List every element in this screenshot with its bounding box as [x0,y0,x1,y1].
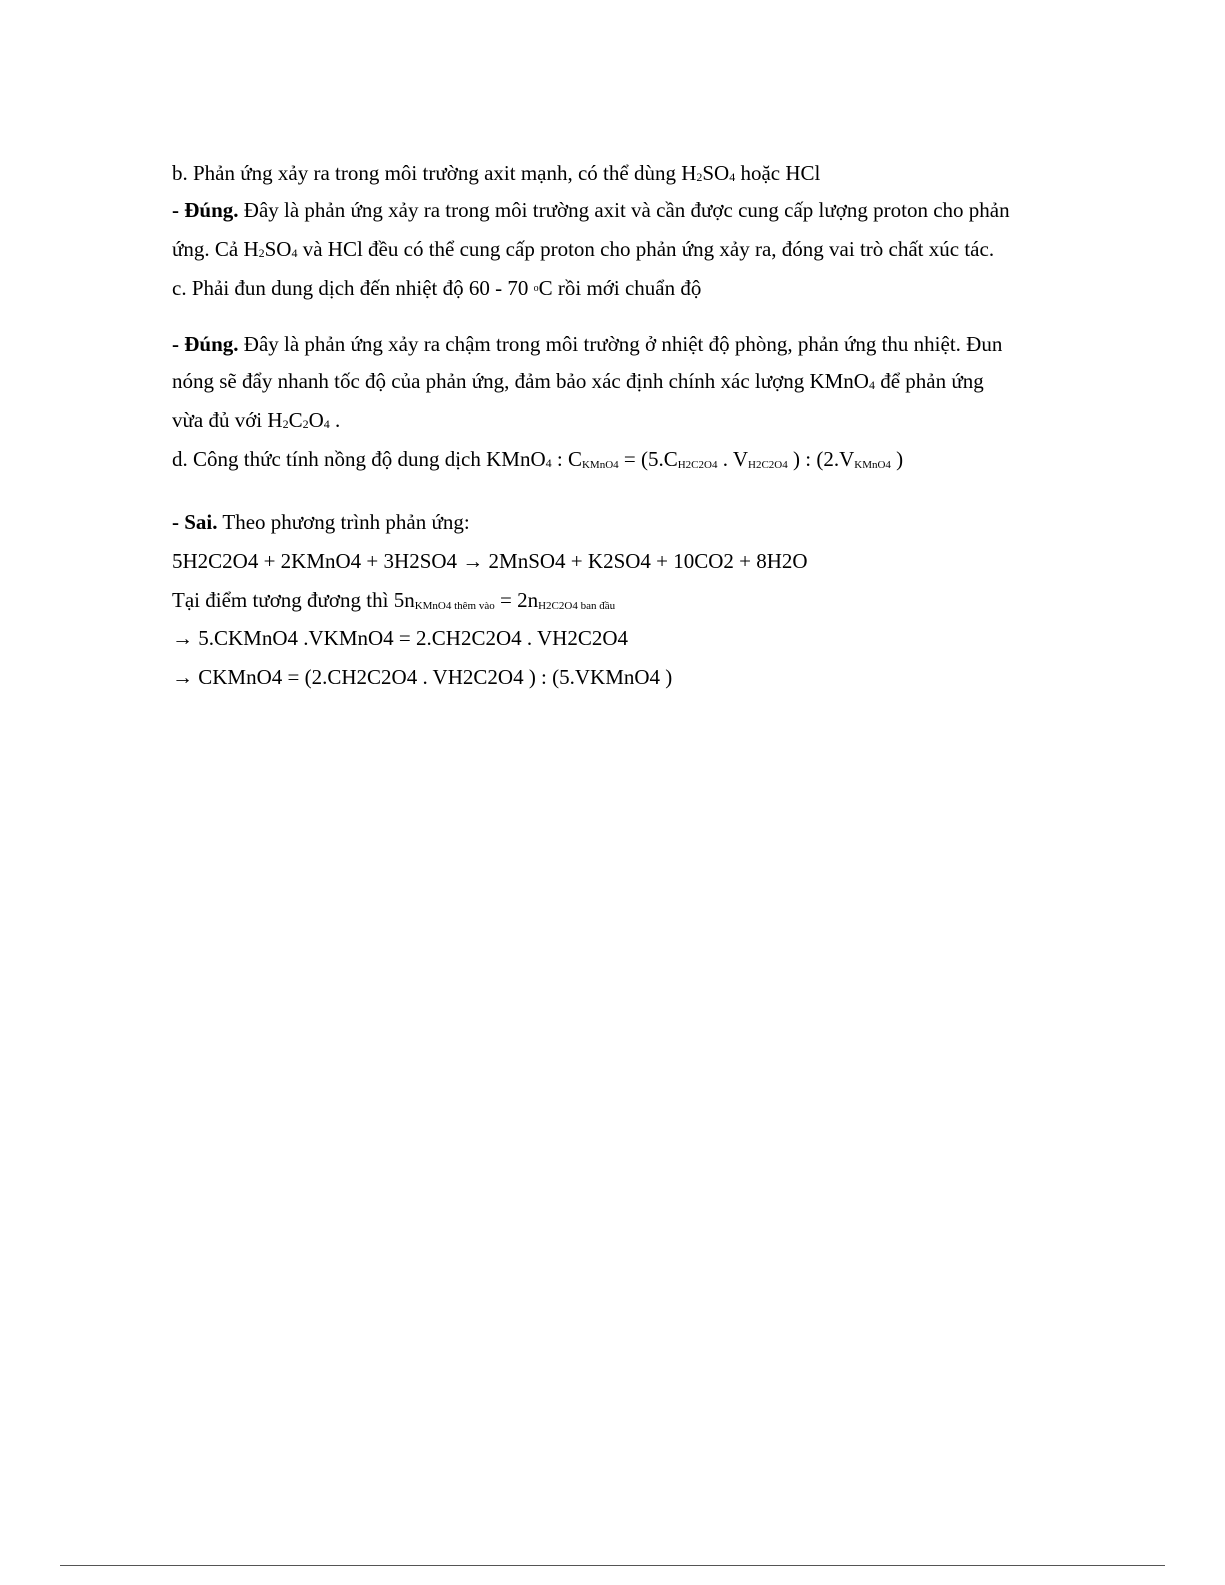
subscript: H2C2O4 [677,459,718,471]
answer-text: C [288,408,303,432]
subscript: 4 [868,378,875,392]
answer-c-line-3 [172,407,340,433]
page-bottom-rule [60,1565,1165,1566]
answer-text: Tại điểm tương đương thì 5n [172,588,415,612]
answer-text: ứng. Cả H [172,237,259,261]
subscript: H2C2O4 ban đầu [538,600,616,612]
reaction-equation: 5H2C2O4 + 2KMnO4 + 3H2SO4 → 2MnSO4 + K2SO4 + 10CO2 + 8H2O [172,549,808,573]
subscript: KMnO4 thêm vào [414,600,495,612]
answer-b-line-2 [172,236,994,262]
subscript: KMnO4 [581,459,619,471]
subscript: 2 [258,246,265,260]
answer-text: O [308,408,324,432]
answer-text: . [329,408,341,432]
question-d-text: ) [890,447,904,471]
answer-text: Đây là phản ứng xảy ra trong môi trường axit và cần được cung cấp lượng proton cho phản [238,198,1010,222]
question-b-text: SO [702,161,730,185]
degree-symbol: o [533,283,539,294]
question-d [172,446,903,472]
question-d-text: . V [717,447,749,471]
question-b-text: hoặc HCl [735,161,821,185]
question-d-text: = (5.C [618,447,678,471]
subscript: 2 [282,417,289,431]
subscript: 4 [729,170,736,184]
derivation-step-2: → CKMnO4 = (2.CH2C2O4 . VH2C2O4 ) : (5.VKMnO4 ) [172,665,673,689]
subscript: KMnO4 [854,459,891,471]
question-d-text: ) : (2.V [787,447,855,471]
answer-text: = 2n [494,588,539,612]
answer-text: nóng sẽ đẩy nhanh tốc độ của phản ứng, đảm bảo xác định chính xác lượng KMnO [172,369,869,393]
subscript: 4 [291,246,298,260]
answer-c-line-2 [172,368,984,394]
subscript: H2C2O4 [748,459,788,471]
question-d-text: : C [551,447,582,471]
subscript: 2 [696,170,703,184]
question-b [172,160,820,186]
verdict-label: - Sai. [172,510,218,534]
subscript: 2 [302,417,309,431]
verdict-label: - Đúng. [172,198,239,222]
answer-b-line-1 [172,197,1010,223]
answer-text: Đây là phản ứng xảy ra chậm trong môi trường ở nhiệt độ phòng, phản ứng thu nhiệt. Đun [238,332,1003,356]
answer-text: và HCl đều có thể cung cấp proton cho phản ứng xảy ra, đóng vai trò chất xúc tác. [297,237,995,261]
subscript: 4 [323,417,330,431]
answer-text: Theo phương trình phản ứng: [217,510,470,534]
answer-text: vừa đủ với H [172,408,283,432]
answer-c-line-1 [172,331,1002,357]
answer-d-line-1 [172,509,470,535]
question-d-text: d. Công thức tính nồng độ dung dịch KMnO [172,447,546,471]
answer-text: để phản ứng [874,369,984,393]
subscript: 4 [545,456,552,470]
question-b-text: b. Phản ứng xảy ra trong môi trường axit mạnh, có thể dùng H [172,161,697,185]
question-c-text: C rồi mới chuẩn độ [538,276,702,300]
equivalence-point-line [172,587,615,613]
question-c [172,275,701,301]
question-c-text: c. Phải đun dung dịch đến nhiệt độ 60 - 70 [172,276,534,300]
derivation-step-1: → 5.CKMnO4 .VKMnO4 = 2.CH2C2O4 . VH2C2O4 [172,626,628,650]
answer-text: SO [264,237,292,261]
verdict-label: - Đúng. [172,332,239,356]
